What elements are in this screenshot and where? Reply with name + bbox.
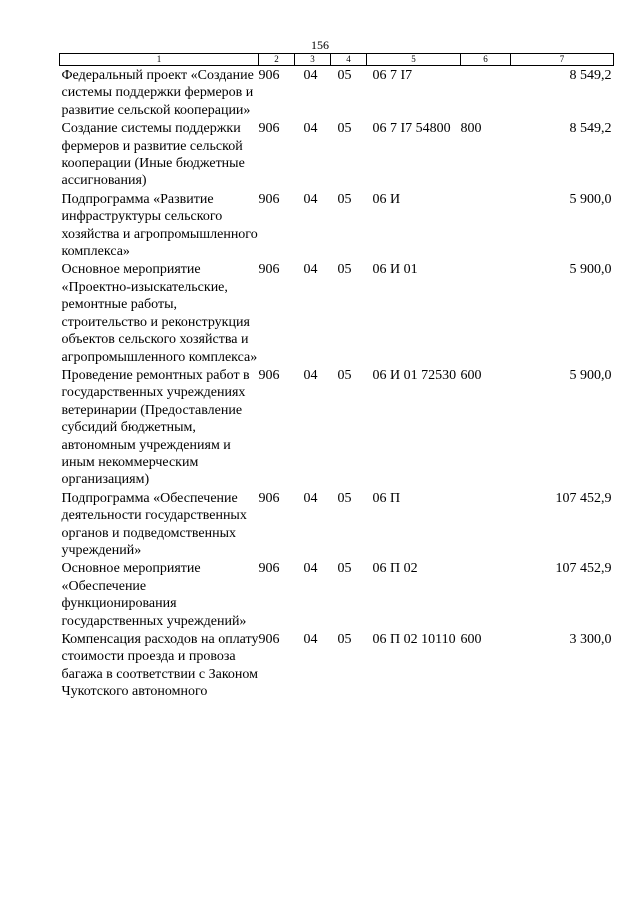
row-amount: 107 452,9 (555, 490, 612, 506)
column-number-1: 1 (60, 54, 259, 66)
row-name: Основное мероприятие «Обеспечение функционирования государственных учреждений» (61, 561, 247, 629)
row-grbs: 906 (258, 191, 280, 207)
row-section: 04 (303, 262, 318, 278)
table-row (60, 630, 614, 701)
row-expense-type (461, 559, 511, 630)
column-number-6: 6 (461, 54, 511, 66)
row-name: Основное мероприятие «Проектно-изыскательские, ремонтные работы, строительство и реконструкция объектов сельского хозяйства и агропромышленного комплекса» (61, 262, 258, 365)
row-amount: 8 549,2 (569, 68, 612, 83)
row-subsection: 05 (337, 68, 352, 83)
column-number-2: 2 (259, 54, 295, 66)
row-amount: 5 900,0 (569, 367, 612, 383)
row-section: 04 (303, 490, 318, 506)
row-grbs: 906 (258, 632, 280, 647)
row-target-code: 06 И 01 72530 (372, 367, 457, 383)
row-subsection: 05 (337, 561, 352, 577)
row-amount: 5 900,0 (569, 191, 612, 207)
row-name: Создание системы поддержки фермеров и развитие сельской кооперации (Иные бюджетные ассигнования) (61, 121, 245, 189)
row-section: 04 (303, 561, 318, 577)
row-name: Подпрограмма «Обеспечение деятельности государственных органов и подведомственных учреждений» (61, 490, 247, 558)
row-expense-type: 800 (460, 121, 482, 137)
table-row (60, 119, 614, 190)
row-amount: 107 452,9 (555, 561, 612, 577)
row-section: 04 (303, 191, 318, 207)
table-row (60, 190, 614, 261)
row-amount: 3 300,0 (569, 632, 612, 647)
table-row (60, 489, 614, 560)
row-grbs: 906 (258, 561, 280, 577)
row-expense-type (461, 489, 511, 560)
row-target-code: 06 7 I7 54800 (372, 121, 451, 137)
row-grbs: 906 (258, 367, 280, 383)
table-row (60, 66, 614, 120)
row-amount: 8 549,2 (569, 121, 612, 137)
row-target-code: 06 И (372, 191, 401, 207)
row-target-code: 06 П 02 (372, 561, 418, 577)
row-expense-type (461, 260, 511, 365)
row-section: 04 (303, 632, 318, 647)
row-subsection: 05 (337, 262, 352, 278)
row-expense-type: 600 (460, 367, 482, 383)
row-expense-type: 600 (460, 632, 482, 647)
row-target-code: 06 П 02 10110 (372, 632, 456, 647)
row-grbs: 906 (258, 68, 280, 83)
page-number: 156 (311, 38, 329, 52)
row-section: 04 (303, 121, 318, 137)
row-subsection: 05 (337, 632, 352, 647)
table-row (60, 260, 614, 365)
table-row (60, 559, 614, 630)
row-grbs: 906 (258, 490, 280, 506)
column-number-7: 7 (511, 54, 614, 66)
budget-table (59, 53, 614, 701)
row-name: Федеральный проект «Создание системы поддержки фермеров и развитие сельской кооперации» (61, 68, 254, 118)
row-section: 04 (303, 68, 318, 83)
row-amount: 5 900,0 (569, 262, 612, 278)
row-subsection: 05 (337, 367, 352, 383)
row-grbs: 906 (258, 121, 280, 137)
row-name: Проведение ремонтных работ в государственных учреждениях ветеринарии (Предоставление субсидий бюджетным, автономным учреждениям и иным некоммерческим организациям) (61, 367, 250, 488)
row-section: 04 (303, 367, 318, 383)
row-subsection: 05 (337, 490, 352, 506)
column-number-3: 3 (295, 54, 331, 66)
row-expense-type (461, 66, 511, 120)
row-subsection: 05 (337, 191, 352, 207)
row-grbs: 906 (258, 262, 280, 278)
column-number-5: 5 (367, 54, 461, 66)
row-subsection: 05 (337, 121, 352, 137)
row-expense-type (461, 190, 511, 261)
row-target-code: 06 7 I7 (372, 68, 413, 83)
row-name: Подпрограмма «Развитие инфраструктуры сельского хозяйства и агропромышленного комплекса» (61, 191, 258, 260)
column-number-4: 4 (331, 54, 367, 66)
row-name: Компенсация расходов на оплату стоимости проезда и провоза багажа в соответствии с Законом Чукотского автономного (61, 632, 259, 700)
table-row (60, 366, 614, 489)
row-target-code: 06 И 01 (372, 262, 418, 278)
column-number-row (60, 54, 614, 66)
row-target-code: 06 П (372, 490, 401, 506)
